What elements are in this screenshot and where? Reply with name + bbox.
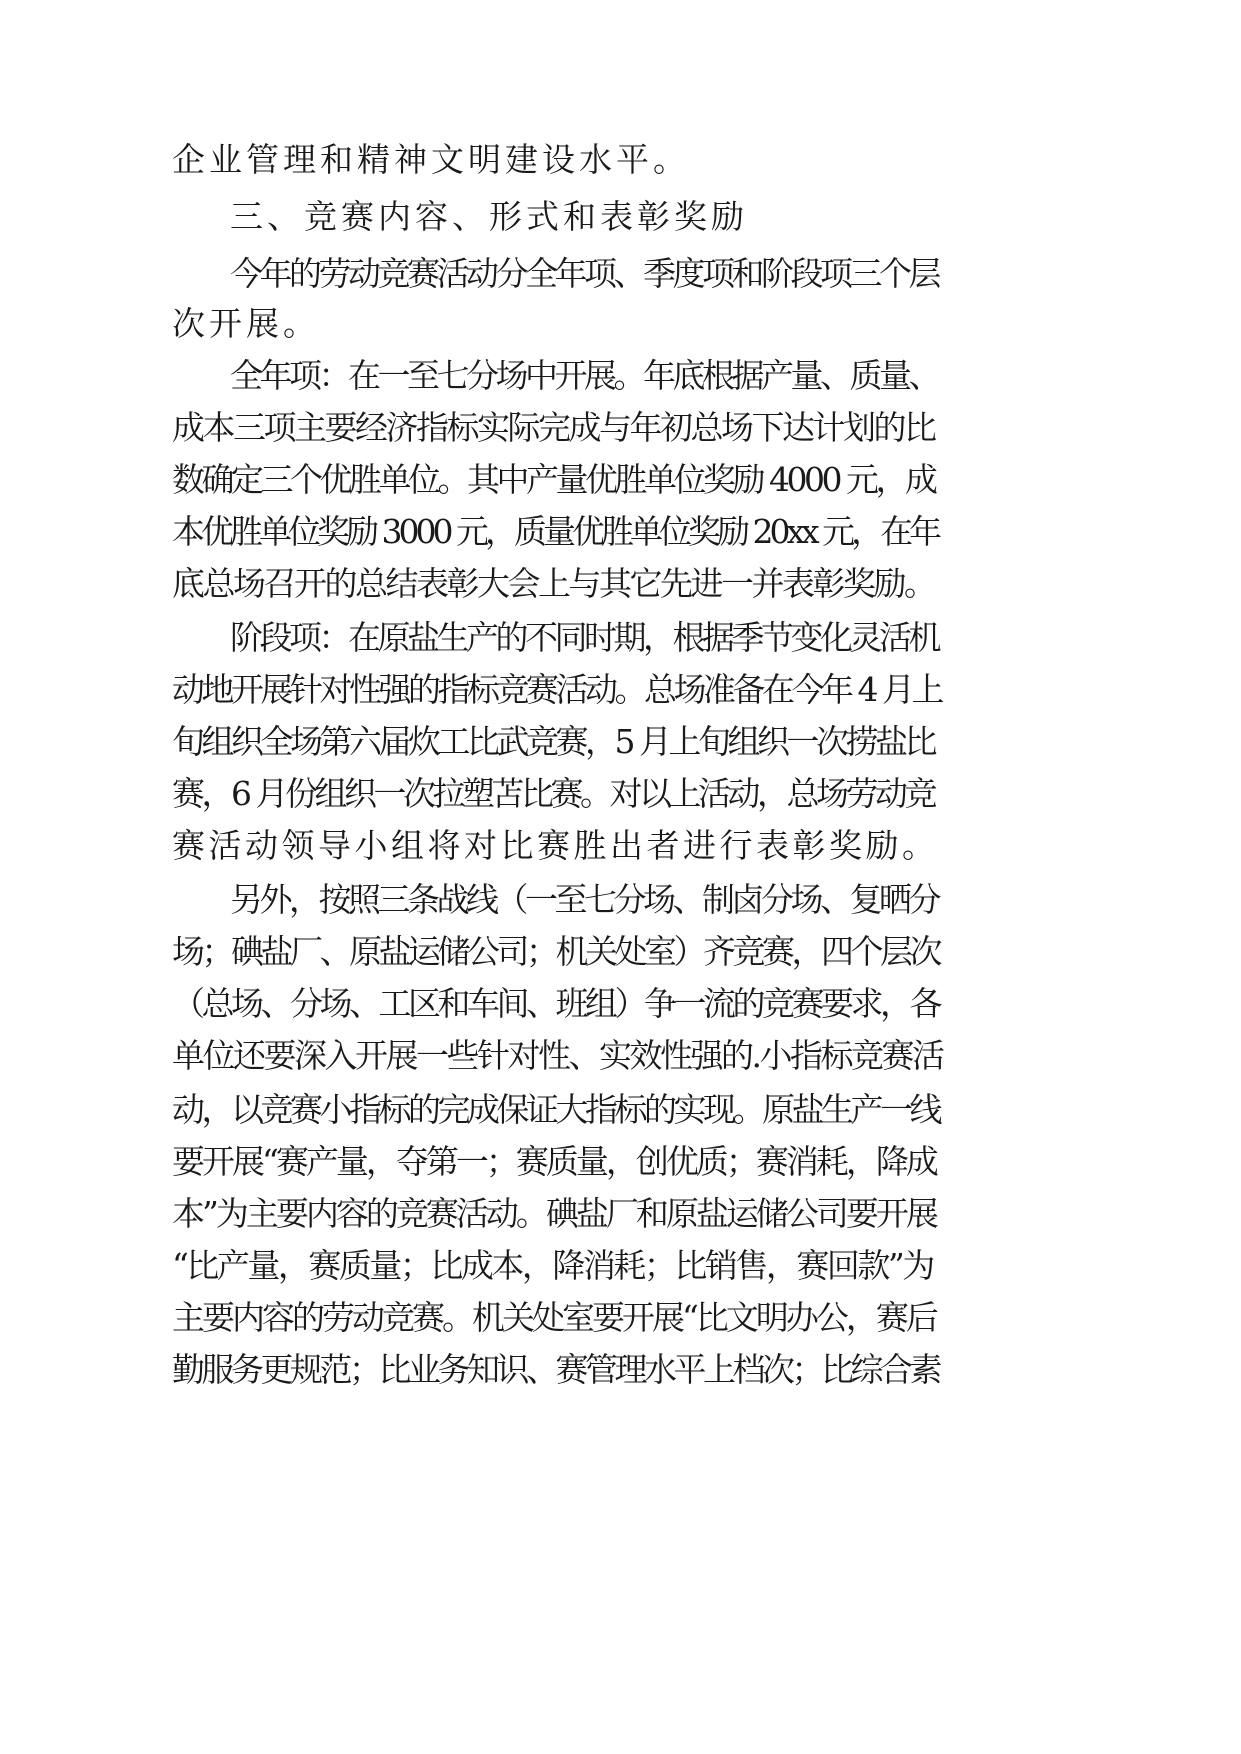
text-line: 单位还要深入开展一些针对性、实效性强的.小指标竞赛活 xyxy=(172,1036,943,1075)
text-line: 数确定三个优胜单位。其中产量优胜单位奖励 4000 元，成 xyxy=(172,460,935,499)
text-line: 企业管理和精神文明建设水平。 xyxy=(172,140,690,179)
text-line: 赛，6 月份组织一次拉塑苫比赛。对以上活动，总场劳动竞 xyxy=(172,774,934,813)
text-line: 要开展“赛产量，夺第一；赛质量，创优质；赛消耗，降成 xyxy=(172,1142,936,1181)
text-line: 次开展。 xyxy=(172,304,320,343)
text-line: 另外，按照三条战线（一至七分场、制卤分场、复晒分 xyxy=(230,880,938,919)
text-line: 今年的劳动竞赛活动分全年项、季度项和阶段项三个层 xyxy=(230,254,938,293)
text-line: “比产量，赛质量；比成本，降消耗；比销售，赛回款”为 xyxy=(172,1246,933,1285)
text-line: 本优胜单位奖励 3000 元，质量优胜单位奖励 20xx 元，在年 xyxy=(172,512,939,551)
text-line: 动地开展针对性强的指标竞赛活动。总场准备在今年 4 月上 xyxy=(172,670,941,709)
text-line: 成本三项主要经济指标实际完成与年初总场下达计划的比 xyxy=(172,408,935,447)
text-line: 本”为主要内容的竞赛活动。碘盐厂和原盐运储公司要开展 xyxy=(172,1194,936,1233)
text-line: 旬组织全场第六届炊工比武竞赛，5 月上旬组织一次捞盐比 xyxy=(172,722,934,761)
text-line: 赛活动领导小组将对比赛胜出者进行表彰奖励。 xyxy=(172,826,939,865)
section-heading: 三、竞赛内容、形式和表彰奖励 xyxy=(230,197,748,236)
text-line: 勤服务更规范；比业务知识、赛管理水平上档次；比综合素 xyxy=(172,1350,939,1389)
text-line: 场；碘盐厂、原盐运储公司；机关处室）齐竞赛，四个层次 xyxy=(172,932,939,971)
text-line: 主要内容的劳动竞赛。机关处室要开展“比文明办公，赛后 xyxy=(172,1298,936,1337)
text-line: 动，以竞赛小指标的完成保证大指标的实现。原盐生产一线 xyxy=(172,1090,939,1129)
text-line: 阶段项：在原盐生产的不同时期，根据季节变化灵活机 xyxy=(230,618,938,657)
text-line: 全年项：在一至七分场中开展。年底根据产量、质量、 xyxy=(230,356,938,395)
text-line: （总场、分场、工区和车间、班组）争一流的竞赛要求，各 xyxy=(172,984,939,1023)
text-line: 底总场召开的总结表彰大会上与其它先进一并表彰奖励。 xyxy=(172,564,935,603)
